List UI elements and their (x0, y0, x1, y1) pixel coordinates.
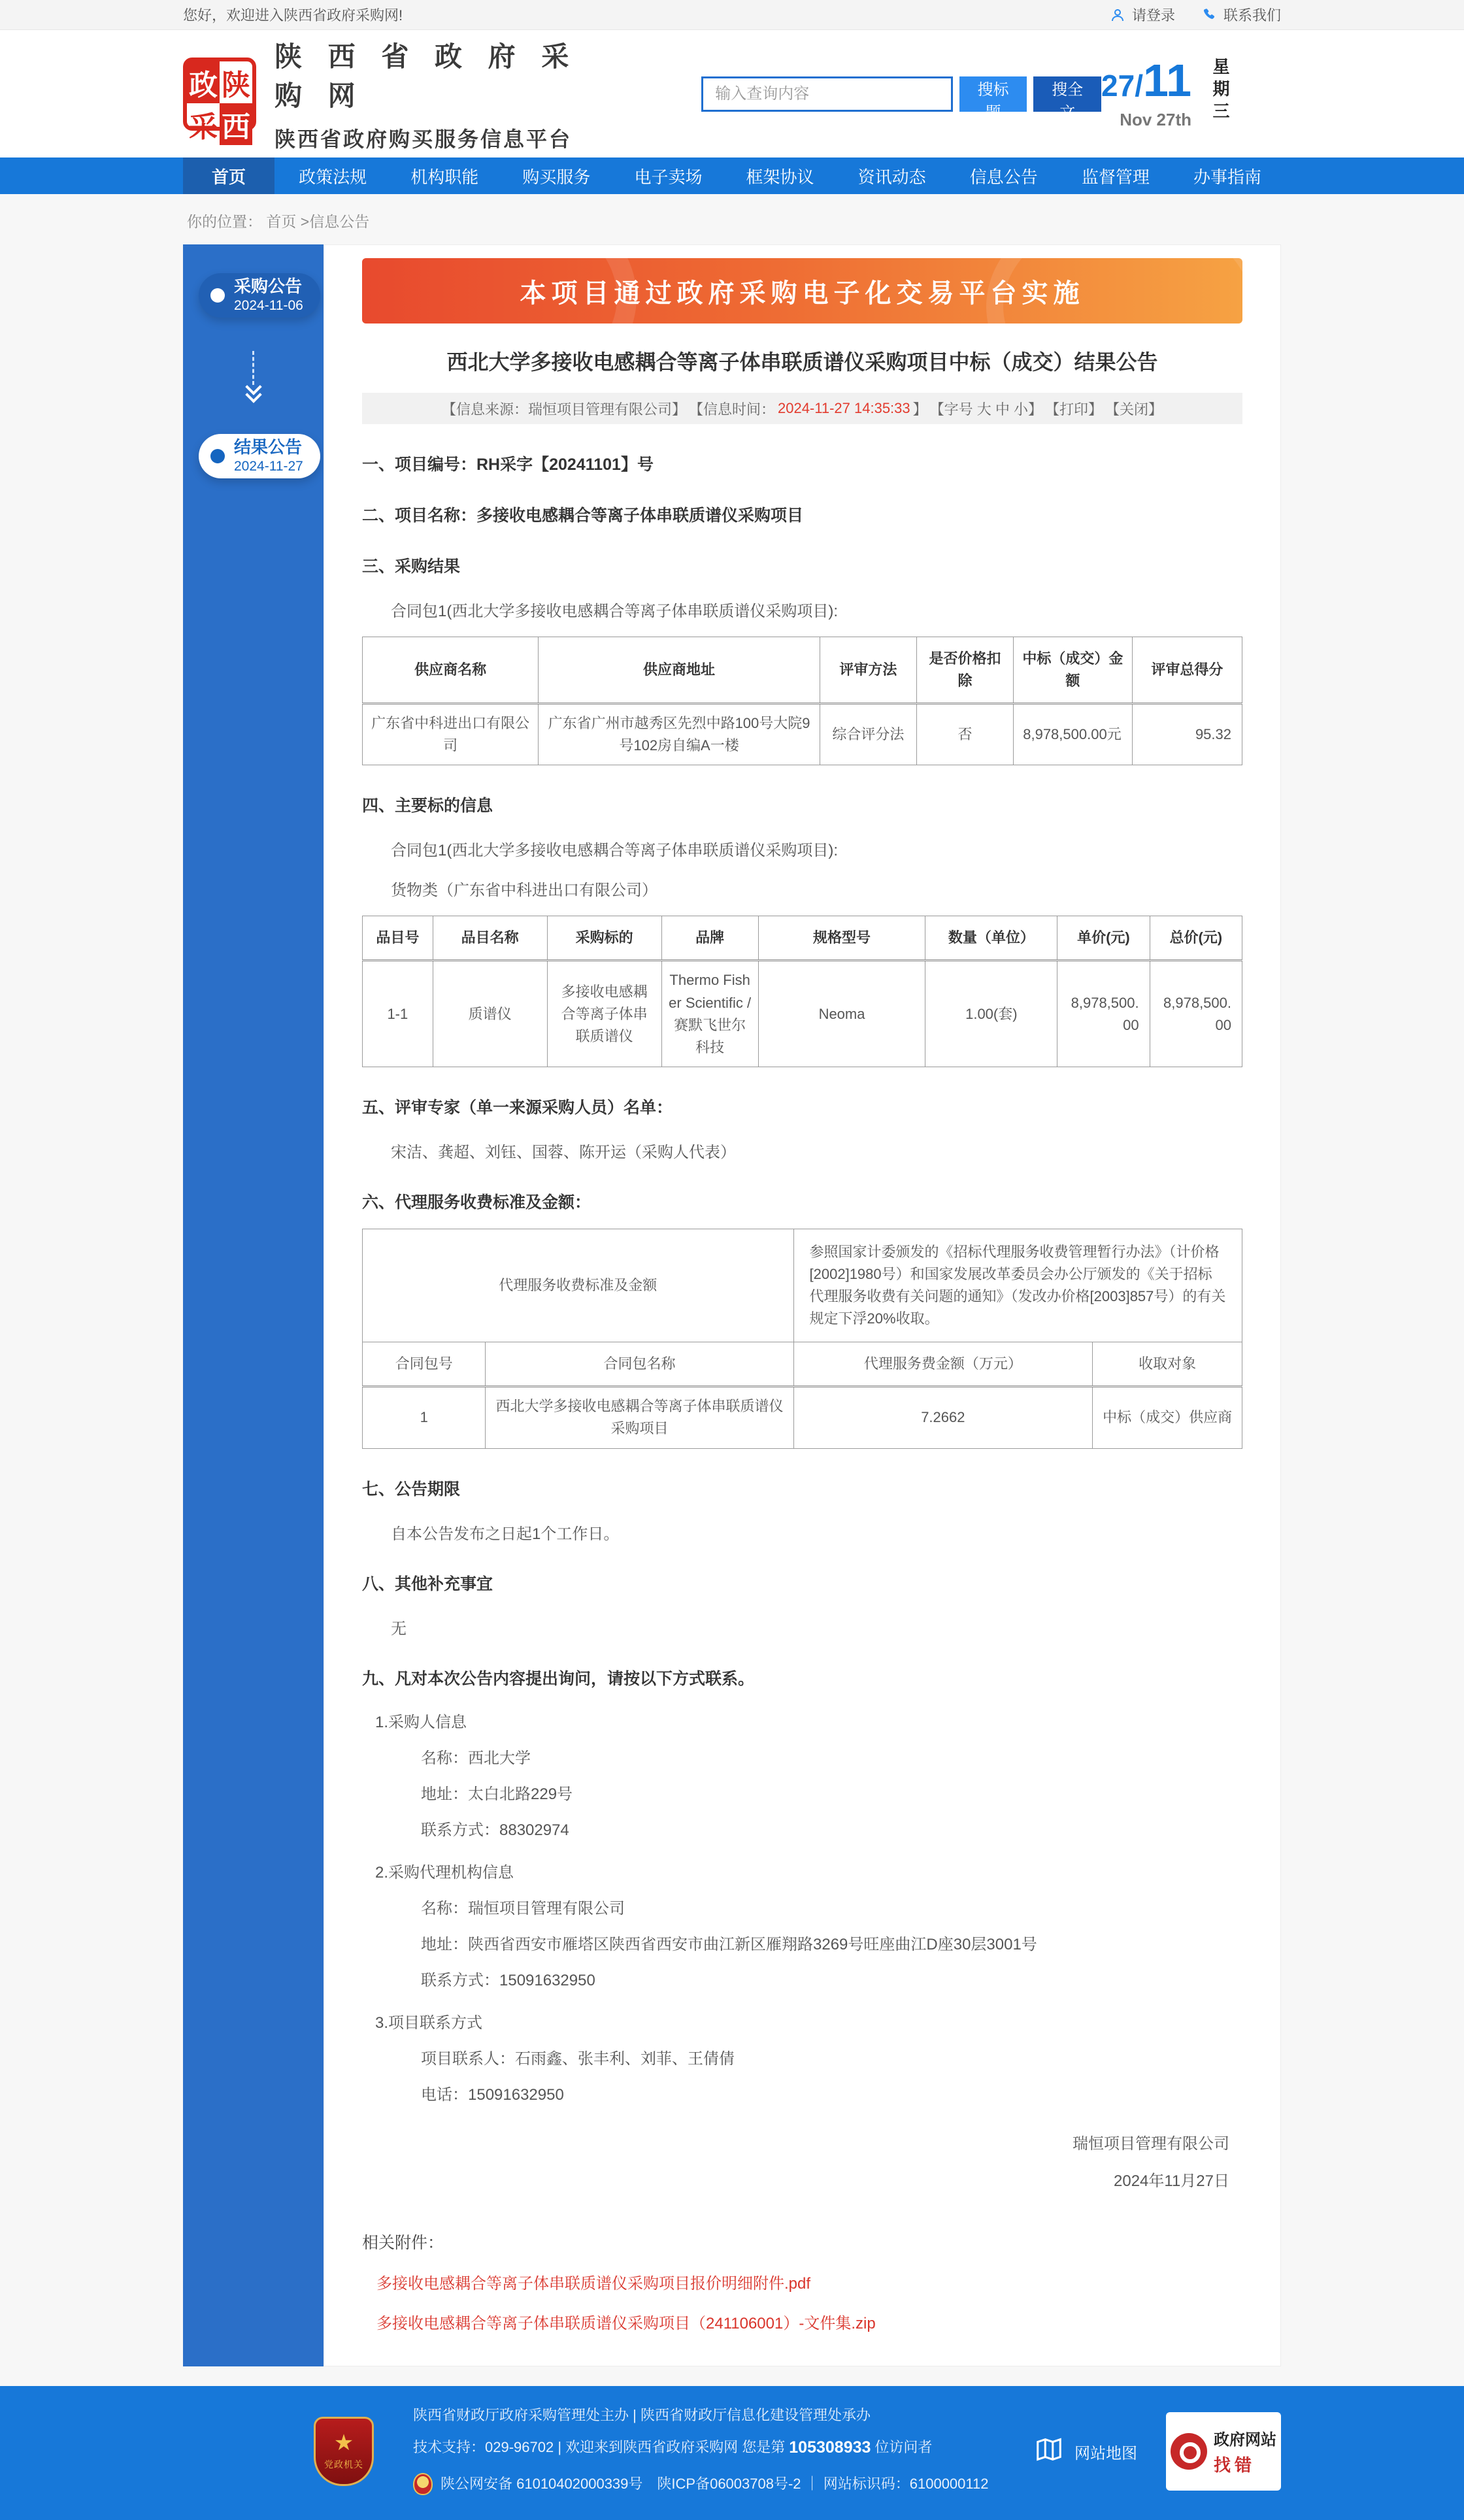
badge-title: 政府网站 (1214, 2431, 1276, 2449)
nav-item-announcements[interactable]: 信息公告 (969, 167, 1038, 187)
table-row (363, 961, 1242, 1067)
cell-package-no: 1 (363, 1387, 486, 1448)
search-bar (701, 76, 1101, 122)
header (0, 30, 1464, 158)
col-model: 规格型号 (758, 916, 925, 961)
print-button[interactable]: 【打印】 (1045, 401, 1103, 418)
col-package-no: 合同包号 (363, 1342, 486, 1387)
col-brand: 品牌 (661, 916, 758, 961)
date-weekday: 星期三 (1210, 58, 1230, 124)
login-link[interactable] (1110, 5, 1175, 25)
nav-item-news[interactable]: 资讯动态 (857, 167, 926, 187)
footer-icp-line: 陕公网安备 61010402000339号 陕ICP备06003708号-2 ｜ 网站标识码：6100000112 (413, 2473, 988, 2495)
section-3-result: 三、采购结果 (362, 557, 461, 576)
nav-item-policies[interactable]: 政策法规 (299, 167, 367, 187)
sidebar-item-date: 2024-11-27 (234, 459, 303, 474)
attachment-link-pdf[interactable]: 多接收电感耦合等离子体串联质谱仪采购项目报价明细附件.pdf (376, 2274, 811, 2293)
login-label: 请登录 (1131, 7, 1175, 24)
nav-item-framework[interactable]: 框架协议 (746, 167, 814, 187)
package-line: 合同包1(西北大学多接收电感耦合等离子体串联质谱仪采购项目): (391, 842, 838, 860)
site-subtitle: 陕西省政府购买服务信息平台 (274, 127, 573, 151)
contact-label: 联系我们 (1223, 7, 1281, 24)
search-title-button[interactable]: 搜标题 (959, 76, 1027, 112)
meta-time-value: 2024-11-27 14:35:33 (777, 400, 910, 416)
nav-item-home[interactable]: 首页 (183, 158, 274, 194)
font-size-control[interactable]: 【字号 大 中 小】 (929, 401, 1042, 418)
main-nav (0, 158, 1464, 194)
announcement-title: 西北大学多接收电感耦合等离子体串联质谱仪采购项目中标（成交）结果公告 (446, 350, 1158, 374)
period-value: 自本公告发布之日起1个工作日。 (391, 1525, 620, 1543)
agency-info-title: 2.采购代理机构信息 (375, 1863, 514, 1882)
sitemap-link[interactable] (1034, 2434, 1137, 2469)
cell-supplier-address: 广东省广州市越秀区先烈中路100号大院9号102房自编A一楼 (539, 704, 820, 765)
contact-link[interactable] (1201, 5, 1281, 25)
signature-company: 瑞恒项目管理有限公司 (1073, 2134, 1229, 2153)
sidebar-item-title: 结果公告 (234, 437, 303, 457)
sidebar-item-date: 2024-11-06 (234, 298, 303, 314)
logo-char: 西 (220, 103, 252, 145)
badge-subtitle: 找错 (1214, 2455, 1256, 2475)
section-5-experts: 五、评审专家（单一来源采购人员）名单： (362, 1098, 673, 1117)
fee-table (362, 1229, 1242, 1449)
col-award-amount: 中标（成交）金额 (1014, 637, 1133, 704)
cell-quantity: 1.00(套) (925, 961, 1057, 1067)
section-6-agency-fee: 六、代理服务收费标准及金额： (362, 1193, 591, 1212)
purchaser-address: 地址：太白北路229号 (421, 1785, 573, 1803)
meta-time-label: 【信息时间： (688, 401, 775, 418)
nav-item-guide[interactable]: 办事指南 (1193, 167, 1261, 187)
col-total-score: 评审总得分 (1132, 637, 1242, 704)
items-table (362, 916, 1242, 1067)
date-widget (1101, 55, 1281, 130)
article-panel (324, 244, 1281, 2366)
col-procurement-target: 采购标的 (547, 916, 661, 961)
close-button[interactable]: 【关闭】 (1105, 401, 1163, 418)
section-7-announcement-period: 七、公告期限 (362, 1480, 461, 1499)
meta-source: 【信息来源：瑞恒项目管理有限公司】 (441, 401, 686, 418)
cell-fee-standard-label: 代理服务收费标准及金额 (363, 1229, 794, 1342)
cell-supplier-name: 广东省中科进出口有限公司 (363, 704, 539, 765)
table-header-row (363, 916, 1242, 961)
footer (0, 2386, 1464, 2520)
timeline-dot-icon (210, 449, 225, 463)
gov-shield-label: 党政机关 (324, 2459, 363, 2470)
cell-item-name: 质谱仪 (433, 961, 547, 1067)
table-row (363, 704, 1242, 765)
platform-banner: 本项目通过政府采购电子化交易平台实施 (362, 258, 1242, 323)
cell-fee-payer: 中标（成交）供应商 (1093, 1387, 1242, 1448)
other-matters-value: 无 (391, 1619, 407, 1638)
timeline-dot-icon (210, 288, 225, 303)
gov-shield-icon: ★ 党政机关 (314, 2417, 374, 2486)
col-item-name: 品目名称 (433, 916, 547, 961)
sitemap-label: 网站地图 (1074, 2444, 1137, 2462)
cell-price-deduction: 否 (916, 704, 1013, 765)
cell-total-score: 95.32 (1132, 704, 1242, 765)
cell-package-name: 西北大学多接收电感耦合等离子体串联质谱仪采购项目 (486, 1387, 793, 1448)
breadcrumb-label: 你的位置： (187, 213, 262, 230)
col-unit-price: 单价(元) (1057, 916, 1150, 961)
signature-date: 2024年11月27日 (1114, 2172, 1229, 2190)
col-quantity: 数量（单位） (925, 916, 1057, 961)
error-report-logo-icon (1171, 2433, 1207, 2470)
project-contact-phone: 电话：15091632950 (421, 2085, 564, 2104)
sidebar-item-title: 采购公告 (234, 276, 303, 296)
footer-support-line: 技术支持：029-96702 | 欢迎来到陕西省政府采购网 您是第 105308933 位访问者 (413, 2438, 933, 2457)
cell-brand: Thermo Fisher Scientific /赛默飞世尔科技 (661, 961, 758, 1067)
breadcrumb-current-link[interactable]: 信息公告 (309, 213, 370, 230)
cell-model: Neoma (758, 961, 925, 1067)
col-package-name: 合同包名称 (486, 1342, 793, 1387)
meta-time-close: 】 (912, 401, 927, 418)
table-row (363, 1387, 1242, 1448)
col-review-method: 评审方法 (820, 637, 916, 704)
welcome-text: 您好，欢迎进入陕西省政府采购网! (183, 7, 403, 24)
agency-address: 地址：陕西省西安市雁塔区陕西省西安市曲江新区雁翔路3269号旺座曲江D座30层3001号 (421, 1935, 1037, 1953)
section-8-other-matters: 八、其他补充事宜 (362, 1574, 493, 1593)
project-contact-title: 3.项目联系方式 (375, 2014, 483, 2032)
project-contact-persons: 项目联系人：石雨鑫、张丰利、刘菲、王倩倩 (421, 2049, 735, 2068)
date-english: Nov 27th (1120, 110, 1191, 129)
search-fulltext-button[interactable]: 搜全文 (1033, 76, 1101, 112)
cell-total-price: 8,978,500.00 (1150, 961, 1242, 1067)
cell-fee-amount: 7.2662 (793, 1387, 1093, 1448)
article-meta-bar (362, 393, 1242, 424)
topbar (0, 0, 1464, 30)
cell-item-no: 1-1 (363, 961, 433, 1067)
section-1-project-number: 一、项目编号：RH采字【20241101】号 (362, 456, 654, 474)
section-9-contact: 九、凡对本次公告内容提出询问，请按以下方式联系。 (362, 1669, 755, 1688)
gov-site-error-report-badge[interactable] (1166, 2412, 1281, 2491)
table-header-row (363, 1342, 1242, 1387)
purchaser-info-title: 1.采购人信息 (375, 1713, 467, 1731)
table-header-row (363, 637, 1242, 704)
col-fee-payer: 收取对象 (1093, 1342, 1242, 1387)
phone-icon (1201, 7, 1217, 23)
user-icon (1110, 7, 1125, 23)
col-item-no: 品目号 (363, 916, 433, 961)
breadcrumb-separator: > (300, 213, 310, 230)
purchaser-phone: 联系方式：88302974 (421, 1821, 569, 1839)
national-emblem-icon (413, 2473, 433, 2495)
section-2-project-name: 二、项目名称：多接收电感耦合等离子体串联质谱仪采购项目 (362, 506, 804, 525)
agency-phone: 联系方式：15091632950 (421, 1971, 595, 1989)
date-month: 11 (1143, 55, 1191, 106)
cell-award-amount: 8,978,500.00元 (1014, 704, 1133, 765)
map-icon (1034, 2434, 1064, 2469)
timeline-sidebar (183, 244, 324, 2366)
col-supplier-name: 供应商名称 (363, 637, 539, 704)
col-fee-amount: 代理服务费金额（万元） (793, 1342, 1093, 1387)
cell-review-method: 综合评分法 (820, 704, 916, 765)
purchaser-name: 名称：西北大学 (421, 1749, 531, 1767)
logo-char: 采 (189, 110, 218, 143)
breadcrumb (183, 194, 1281, 244)
cell-unit-price: 8,978,500.00 (1057, 961, 1150, 1067)
experts-list: 宋洁、龚超、刘钰、国蓉、陈开运（采购人代表） (391, 1143, 736, 1161)
table-row (363, 1229, 1242, 1342)
nav-item-purchase-services[interactable]: 购买服务 (522, 167, 591, 187)
nav-item-supervision[interactable]: 监督管理 (1081, 167, 1150, 187)
col-supplier-address: 供应商地址 (539, 637, 820, 704)
breadcrumb-home-link[interactable]: 首页 (266, 213, 297, 230)
search-input[interactable] (701, 76, 952, 112)
section-4-main-items: 四、主要标的信息 (362, 797, 493, 816)
timeline-arrow-icon (183, 327, 324, 425)
sidebar-item-result-announcement[interactable] (199, 434, 320, 478)
nav-item-functions[interactable]: 机构职能 (410, 167, 479, 187)
nav-item-e-marketplace[interactable]: 电子卖场 (634, 167, 703, 187)
cell-fee-standard-note: 参照国家计委颁发的《招标代理服务收费管理暂行办法》（计价格[2002]1980号）和国家发展改革委员会办公厅颁发的《关于招标代理服务收费有关问题的通知》（发改办价格[2003]857号）的有关规定下浮20%收取。 (793, 1229, 1242, 1342)
cell-procurement-target: 多接收电感耦合等离子体串联质谱仪 (547, 961, 661, 1067)
col-price-deduction: 是否价格扣除 (916, 637, 1013, 704)
sidebar-item-purchase-announcement[interactable] (199, 273, 320, 318)
result-table (362, 637, 1242, 765)
category-line: 货物类（广东省中科进出口有限公司） (391, 882, 657, 900)
attachments-title: 相关附件： (362, 2233, 444, 2252)
package-line: 合同包1(西北大学多接收电感耦合等离子体串联质谱仪采购项目): (391, 603, 838, 620)
agency-name: 名称：瑞恒项目管理有限公司 (421, 1899, 625, 1917)
logo-char: 政 (187, 61, 220, 103)
col-total-price: 总价(元) (1150, 916, 1242, 961)
site-logo (183, 58, 256, 143)
visitor-count: 105308933 (789, 2438, 871, 2457)
attachment-link-zip[interactable]: 多接收电感耦合等离子体串联质谱仪采购项目（241106001）-文件集.zip (376, 2314, 876, 2332)
date-day: 27/ (1101, 69, 1143, 103)
footer-organizer-line: 陕西省财政厅政府采购管理处主办 | 陕西省财政厅信息化建设管理处承办 (413, 2406, 871, 2423)
logo-char: 陕 (222, 69, 250, 101)
site-title: 陕 西 省 政 府 采 购 网 (274, 41, 578, 111)
